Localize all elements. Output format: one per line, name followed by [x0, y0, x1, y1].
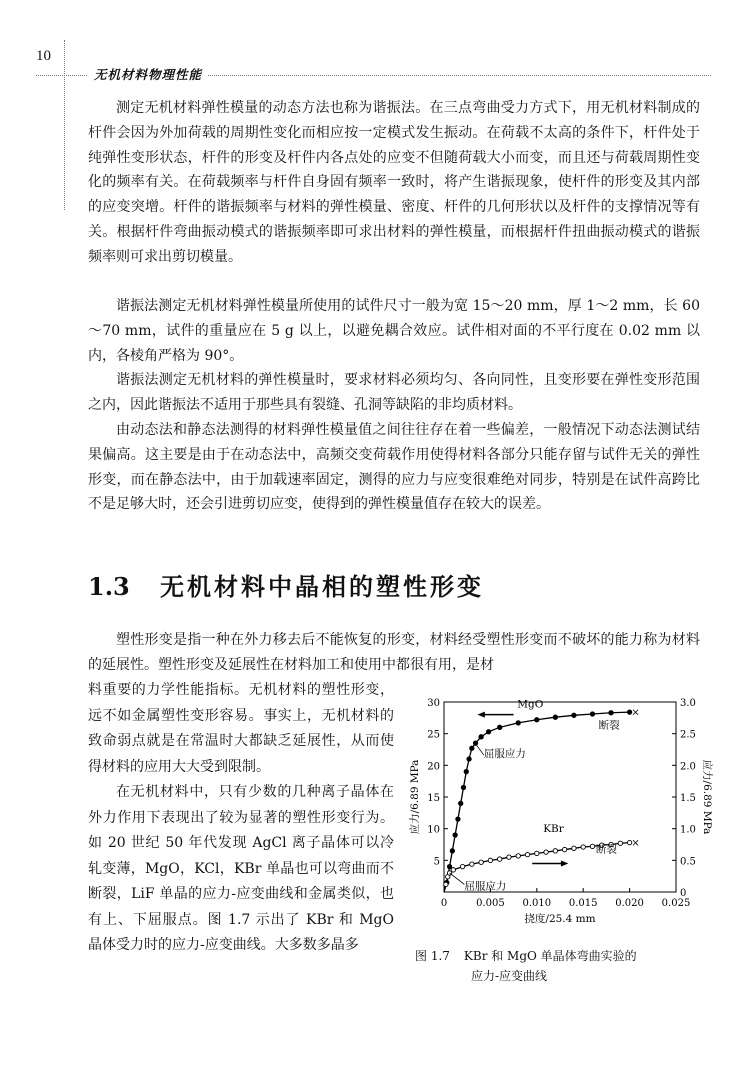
data-point-mgo	[473, 741, 477, 745]
data-point-mgo	[459, 801, 463, 805]
y-left-tick-label: 20	[427, 761, 440, 773]
data-point-kbr	[444, 882, 448, 886]
data-point-kbr	[553, 849, 557, 853]
y-right-tick-label: 2.0	[680, 761, 696, 773]
paragraph-1: 测定无机材料弹性模量的动态方法也称为谐振法。在三点弯曲受力方式下，用无机材料制成的杆件会因为外加荷载的周期性变化而相应按一定模式发生振动。在荷载不太高的条件下，杆件处于纯弹性变形状态，杆件的形变及杆件内各点处的应变不但随荷载大小而变，而且还与荷载周期性变化的频率有关。在荷载频率与杆件自身固有频率一致时，将产生谐振现象，使杆件的形变及其内部的应变突增。杆件的谐振频率与材料的弹性模量、密度、杆件的几何形状以及杆件的支撑情况等有关。根据杆件弯曲振动模式的谐振频率即可求出材料的弹性模量，而根据杆件扭曲振动模式的谐振频率则可求出剪切模量。	[88, 100, 700, 265]
figure-1-7	[400, 688, 713, 928]
section-title: 无机材料中晶相的塑性形变	[160, 572, 484, 601]
mgo-arrow-head	[477, 712, 484, 718]
kbr-arrow-head	[561, 861, 568, 867]
data-point-kbr	[618, 841, 622, 845]
kbr-label: KBr	[543, 822, 564, 835]
y-right-tick-label: 1.5	[680, 793, 696, 804]
data-point-mgo	[461, 785, 465, 789]
data-point-mgo	[553, 715, 557, 719]
margin-rule	[64, 40, 65, 210]
data-point-mgo	[572, 713, 576, 717]
data-point-kbr	[572, 846, 576, 850]
x-axis-label: 挠度/25.4 mm	[524, 913, 596, 925]
y-right-tick-label: 0	[680, 888, 687, 899]
data-point-mgo	[456, 817, 460, 821]
caption-line-1: KBr 和 MgO 单晶体弯曲实验的	[463, 949, 637, 963]
section-paragraph-1-continued: 料重要的力学性能指标。无机材料的塑性形变，远不如金属塑性变形容易。事实上，无机材料的致命弱点就是在常温时大都缺乏延展性，从而使得材料的应用大大受到限制。	[88, 682, 394, 775]
y-left-tick-label: 10	[427, 824, 440, 836]
paragraph-4: 由动态法和静态法测得的材料弹性模量值之间往往存在着一些偏差，一般情况下动态法测试结果偏高。这主要是由于在动态法中，高频交变荷载作用使得材料各部分只能存留与试件无关的弹性形变，而在静态法中，由于加载速率固定，测得的应力与应变很难绝对同步，特别是在试件高跨比不是足够大时，还会引进剪切应变，使得到的弹性模量值存在较大的误差。	[88, 422, 700, 513]
data-point-mgo	[464, 769, 468, 773]
data-point-mgo	[470, 746, 474, 750]
y-right-tick-label: 0.5	[680, 856, 696, 868]
y-right-tick-label: 1.0	[680, 824, 696, 836]
x-tick-label: 0.015	[568, 898, 598, 909]
data-point-mgo	[535, 718, 539, 722]
yield-label-mgo: 屈服应力	[483, 748, 526, 761]
data-point-mgo	[590, 712, 594, 716]
section-paragraph-2: 在无机材料中，只有少数的几种离子晶体在外力作用下表现出了较为显著的塑性形变行为。如 20 世纪 50 年代发现 AgCl 离子晶体可以冷轧变薄，MgO，KCl，KBr 单晶也可以弯曲而不断裂，LiF 单晶的应力-应变曲线和金属类似，也有上、下屈服点。图 1.7 示出了 KBr 和 MgO 晶体受力时的应力-应变曲线。大多数多晶多	[88, 784, 394, 953]
figure-label: 图 1.7	[415, 949, 450, 963]
yield-leader-kbr	[450, 873, 465, 884]
figure-caption	[415, 946, 715, 986]
caption-line-2: 应力-应变曲线	[471, 969, 548, 983]
data-point-kbr	[581, 845, 585, 849]
data-point-mgo	[467, 757, 471, 761]
data-point-mgo	[450, 849, 454, 853]
data-point-kbr	[460, 864, 464, 868]
data-point-mgo	[516, 721, 520, 725]
data-point-kbr	[497, 857, 501, 861]
y-left-tick-label: 15	[427, 793, 440, 804]
stress-strain-chart	[400, 688, 713, 928]
paragraph-2: 谐振法测定无机材料弹性模量所使用的试件尺寸一般为宽 15～20 mm，厚 1～2 mm，长 60～70 mm，试件的重量应在 5 g 以上，以避免耦合效应。试件相对面的不平行度在 0.02 mm 以内，各棱角严格为 90°。	[88, 298, 700, 364]
fracture-label-kbr: 断裂	[595, 843, 617, 856]
data-point-mgo	[479, 735, 483, 739]
x-tick-label: 0	[440, 898, 448, 909]
fracture-label-mgo: 断裂	[598, 719, 620, 732]
y-right-tick-label: 2.5	[680, 729, 696, 741]
x-tick-label: 0.010	[522, 898, 552, 909]
narrow-column	[88, 678, 394, 959]
section-number: 1.3	[88, 572, 130, 601]
x-tick-label: 0.025	[661, 898, 691, 909]
data-point-kbr	[488, 858, 492, 862]
data-point-kbr	[535, 851, 539, 855]
data-point-kbr	[507, 855, 511, 859]
data-point-mgo	[453, 833, 457, 837]
y-left-tick-label: 30	[427, 698, 440, 709]
data-point-mgo	[486, 730, 490, 734]
page-number: 10	[36, 48, 51, 64]
running-head: 无机材料物理性能	[88, 65, 208, 83]
y-right-tick-label: 3.0	[680, 698, 696, 709]
data-point-kbr	[590, 844, 594, 848]
data-point-mgo	[609, 711, 613, 715]
y-left-axis-label: 应力/6.89 MPa	[409, 759, 421, 835]
paragraph-3: 谐振法测定无机材料的弹性模量时，要求材料必须均匀、各向同性，且变形要在弹性变形范围之内，因此谐振法不适用于那些具有裂缝、孔洞等缺陷的非均质材料。	[88, 372, 700, 413]
y-left-tick-label: 25	[427, 729, 440, 741]
data-point-mgo	[447, 864, 451, 868]
y-left-tick-label: 5	[433, 856, 440, 868]
fracture-mark-kbr: ×	[631, 838, 640, 850]
data-point-kbr	[516, 854, 520, 858]
data-point-kbr	[479, 860, 483, 864]
section-paragraph-1: 塑性形变是指一种在外力移去后不能恢复的形变，材料经受塑性形变而不破坏的能力称为材料的延展性。塑性形变及延展性在材料加工和使用中都很有用，是材	[88, 632, 700, 673]
y-right-axis-label: 应力/6.89 MPa	[701, 759, 713, 835]
data-point-kbr	[525, 852, 529, 856]
data-point-kbr	[544, 850, 548, 854]
section-heading	[88, 567, 484, 602]
data-point-kbr	[451, 868, 455, 872]
x-tick-label: 0.020	[615, 898, 644, 909]
data-point-kbr	[562, 847, 566, 851]
x-tick-label: 0.005	[476, 898, 505, 909]
yield-leader-mgo	[476, 744, 484, 755]
data-point-kbr	[470, 862, 474, 866]
fracture-mark-mgo: ×	[631, 707, 640, 719]
data-point-mgo	[497, 725, 501, 729]
mgo-label: MgO	[517, 698, 544, 711]
yield-label-kbr: 屈服应力	[464, 880, 507, 893]
